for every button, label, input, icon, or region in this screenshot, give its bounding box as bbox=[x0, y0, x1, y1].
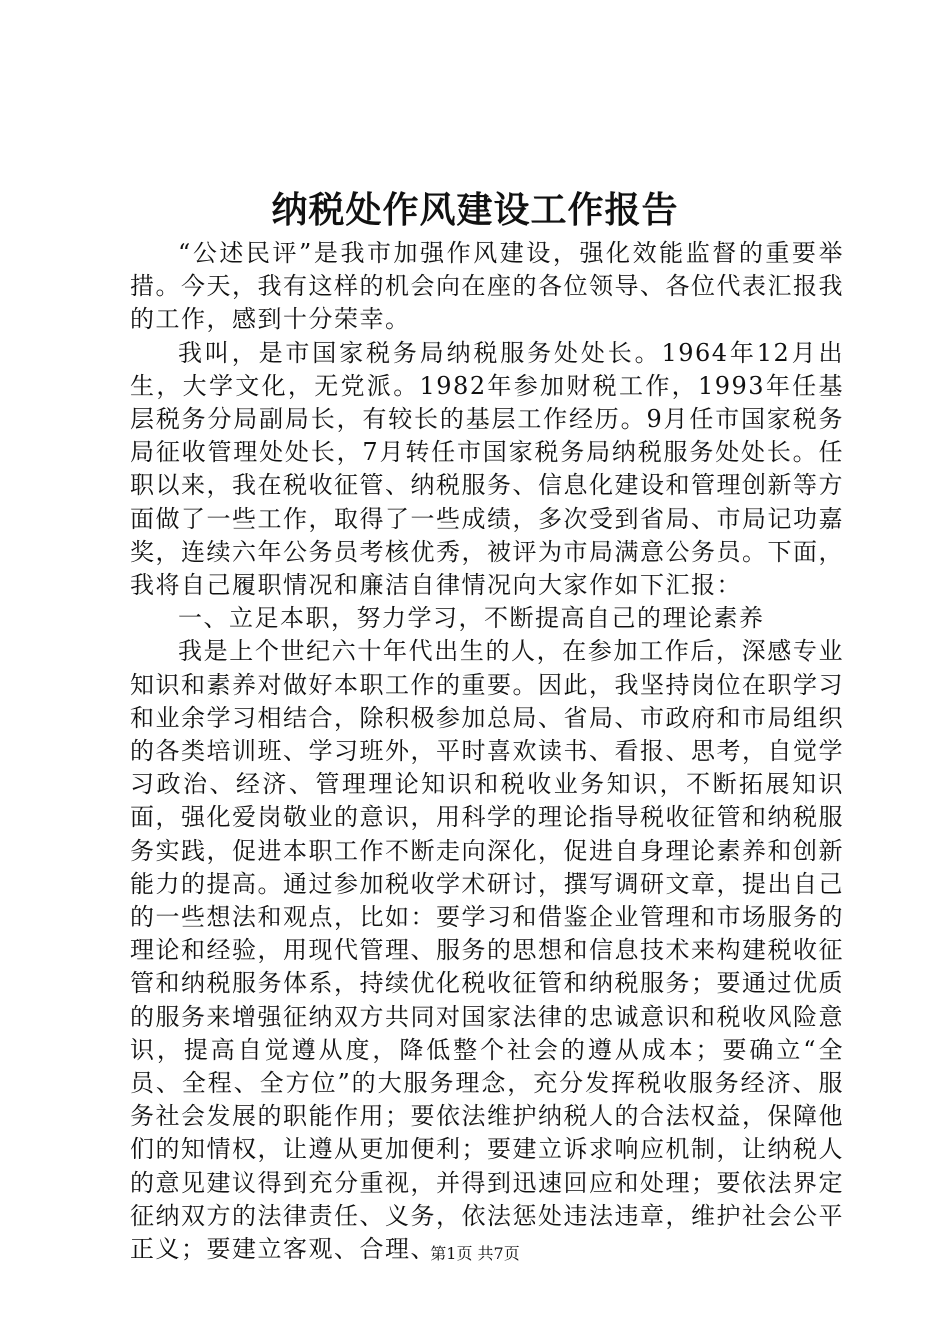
document-title: 纳税处作风建设工作报告 bbox=[271, 189, 679, 231]
paragraph-self-introduction: 我叫，是市国家税务局纳税服务处处长。1964年12月出生，大学文化，无党派。1982年参加财税工作，1993年任基层税务分局副局长，有较长的基层工作经历。9月任市国家税务局征收管理处处长，7月转任市国家税务局纳税服务处处长。任职以来，我在税收征管、纳税服务、信息化建设和管理创新等方面做了一些工作，取得了一些成绩，多次受到省局、市局记功嘉奖，连续六年公务员考核优秀，被评为市局满意公务员。下面，我将自己履职情况和廉洁自律情况向大家作如下汇报： bbox=[130, 338, 844, 600]
document-body bbox=[130, 237, 844, 1266]
page-footer: 第1页 共7页 bbox=[430, 1244, 520, 1263]
paragraph-intro: “公述民评”是我市加强作风建设，强化效能监督的重要举措。今天，我有这样的机会向在座的各位领导、各位代表汇报我的工作，感到十分荣幸。 bbox=[130, 239, 844, 334]
paragraph-study: 我是上个世纪六十年代出生的人，在参加工作后，深感专业知识和素养对做好本职工作的重要。因此，我坚持岗位在职学习和业余学习相结合，除积极参加总局、省局、市政府和市局组织的各类培训班、学习班外，平时喜欢读书、看报、思考，自觉学习政治、经济、管理理论知识和税收业务知识，不断拓展知识面，强化爱岗敬业的意识，用科学的理论指导税收征管和纳税服务实践，促进本职工作不断走向深化，促进自身理论素养和创新能力的提高。通过参加税收学术研讨，撰写调研文章，提出自己的一些想法和观点，比如：要学习和借鉴企业管理和市场服务的理论和经验，用现代管理、服务的思想和信息技术来构建税收征管和纳税服务体系，持续优化税收征管和纳税服务；要通过优质的服务来增强征纳双方共同对国家法律的忠诚意识和税收风险意识，提高自觉遵从度，降低整个社会的遵从成本；要确立“全员、全程、全方位”的大服务理念，充分发挥税收服务经济、服务社会发展的职能作用；要依法维护纳税人的合法权益，保障他们的知情权，让遵从更加便利；要建立诉求响应机制，让纳税人的意见建议得到充分重视，并得到迅速回应和处理；要依法界定征纳双方的法律责任、义务，依法惩处违法违章，维护社会公平正义；要建立客观、合理、 bbox=[130, 637, 844, 1264]
section-heading-1: 一、立足本职，努力学习，不断提高自己的理论素养 bbox=[178, 604, 765, 633]
